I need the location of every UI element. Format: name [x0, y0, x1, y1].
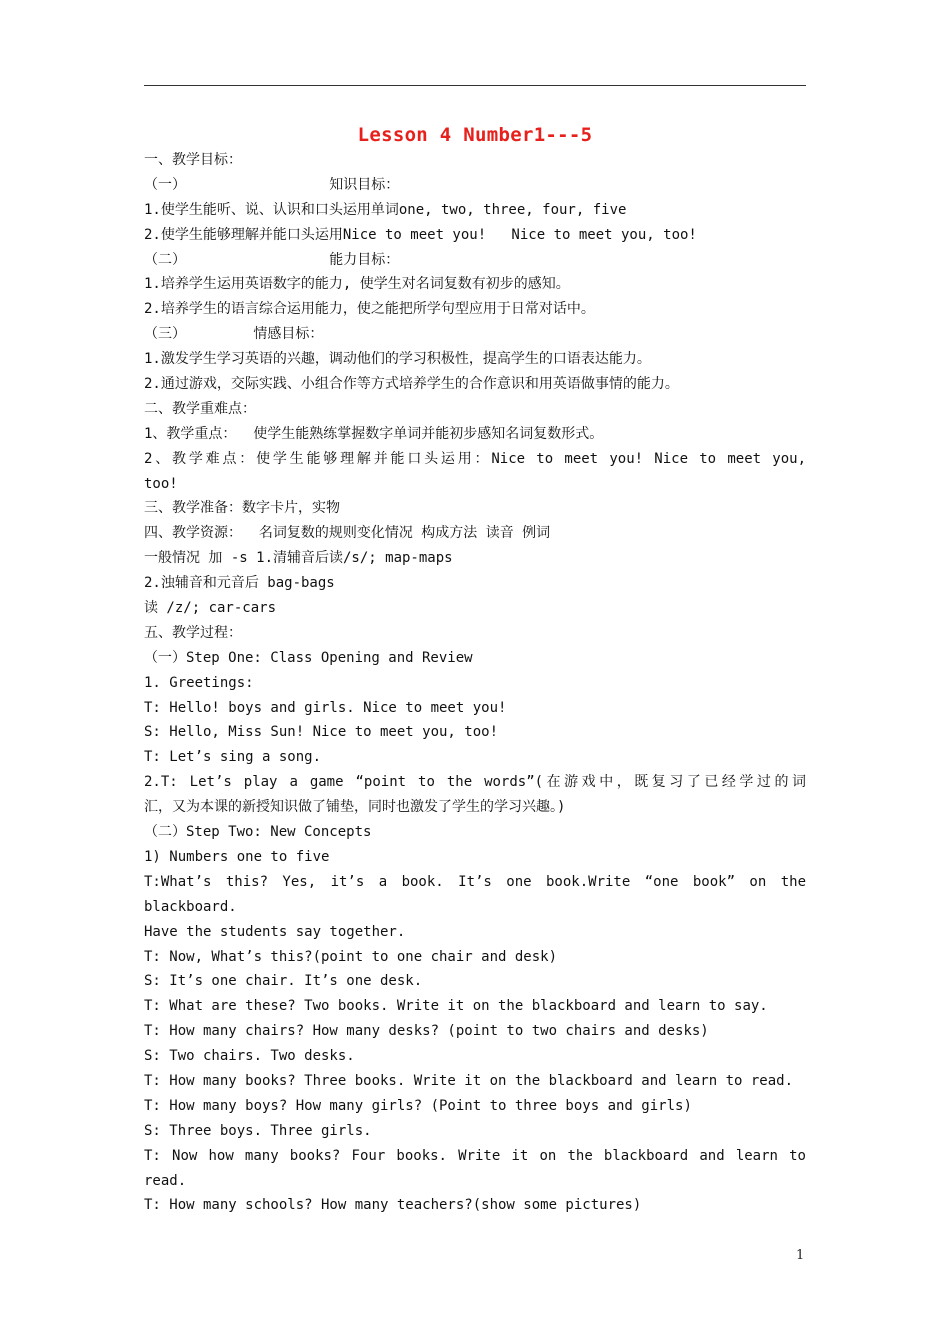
text-line: 2.使学生能够理解并能口头运用Nice to meet you! Nice to meet you, too!	[144, 226, 697, 243]
text-line: T: How many schools? How many teachers?(show some pictures)	[144, 1197, 642, 1214]
header-rule	[144, 85, 806, 86]
text-line: S: Hello, Miss Sun! Nice to meet you, too!	[144, 724, 499, 741]
text-line: too!	[144, 475, 178, 492]
text-line: 读 /z/; car-cars	[144, 600, 277, 617]
text-line: T: Hello! boys and girls. Nice to meet you!	[144, 699, 507, 716]
text-line: 1.培养学生运用英语数字的能力, 使学生对名词复数有初步的感知。	[144, 276, 570, 293]
text-line: 2.通过游戏，交际实践、小组合作等方式培养学生的合作意识和用英语做事情的能力。	[144, 376, 679, 393]
text-line: T: How many books? Three books. Write it on the blackboard and learn to read.	[144, 1072, 794, 1089]
text-line: 二、教学重难点：	[144, 400, 256, 417]
text-line: T: How many boys? How many girls? (Point to three boys and girls)	[144, 1097, 692, 1114]
text-line: S: Three boys. Three girls.	[144, 1122, 372, 1139]
text-line: 1) Numbers one to five	[144, 848, 330, 865]
lesson-title: Lesson 4 Number1---5	[357, 124, 593, 146]
document-body	[144, 148, 806, 1218]
text-line: read.	[144, 1172, 187, 1189]
text-line: S: Two chairs. Two desks.	[144, 1048, 355, 1065]
text-line: （二） 能力目标：	[144, 251, 400, 268]
text-line: 2.培养学生的语言综合运用能力，使之能把所学句型应用于日常对话中。	[144, 301, 595, 318]
text-line: T: How many chairs? How many desks? (point to two chairs and desks)	[144, 1023, 709, 1040]
text-line: （一） 知识目标：	[144, 176, 400, 193]
text-line: 1.使学生能听、说、认识和口头运用单词one, two, three, four, five	[144, 201, 627, 218]
text-line: 2.T: Let’s play a game “point to the words”(在游戏中，既复习了已经学过的词	[144, 774, 806, 791]
text-line: 2、教学难点：使学生能够理解并能口头运用：Nice to meet you! Nice to meet you,	[144, 450, 806, 467]
text-line: 2.浊辅音和元音后 bag-bags	[144, 575, 335, 592]
text-line: 五、教学过程：	[144, 624, 242, 641]
text-line: Have the students say together.	[144, 923, 406, 940]
text-line: T: Now, What’s this?(point to one chair and desk)	[144, 948, 558, 965]
text-line: 汇，又为本课的新授知识做了铺垫，同时也激发了学生的学习兴趣。)	[144, 799, 566, 816]
text-line: 三、教学准备：数字卡片，实物	[144, 500, 340, 517]
text-line: 1. Greetings:	[144, 674, 254, 691]
text-line: T: Now how many books? Four books. Write it on the blackboard and learn to	[144, 1147, 806, 1164]
text-line: （三） 情感目标：	[144, 326, 324, 343]
text-line: （一）Step One: Class Opening and Review	[144, 649, 473, 666]
text-line: T: What are these? Two books. Write it on the blackboard and learn to say.	[144, 998, 768, 1015]
text-line: S: It’s one chair. It’s one desk.	[144, 973, 423, 990]
text-line: T:What’s this? Yes, it’s a book. It’s one book.Write “one book” on the	[144, 873, 806, 890]
text-line: 四、教学资源： 名词复数的规则变化情况 构成方法 读音 例词	[144, 525, 551, 542]
text-line: blackboard.	[144, 898, 237, 915]
text-line: 1、教学重点： 使学生能熟练掌握数字单词并能初步感知名词复数形式。	[144, 425, 604, 442]
text-line: T: Let’s sing a song.	[144, 749, 322, 766]
page-number: 1	[796, 1248, 805, 1263]
text-line: 一、教学目标：	[144, 152, 242, 168]
text-line: 一般情况 加 -s 1.清辅音后读/s/; map-maps	[144, 550, 453, 567]
text-line: （二）Step Two: New Concepts	[144, 824, 372, 841]
text-line: 1.激发学生学习英语的兴趣，调动他们的学习积极性，提高学生的口语表达能力。	[144, 351, 651, 368]
